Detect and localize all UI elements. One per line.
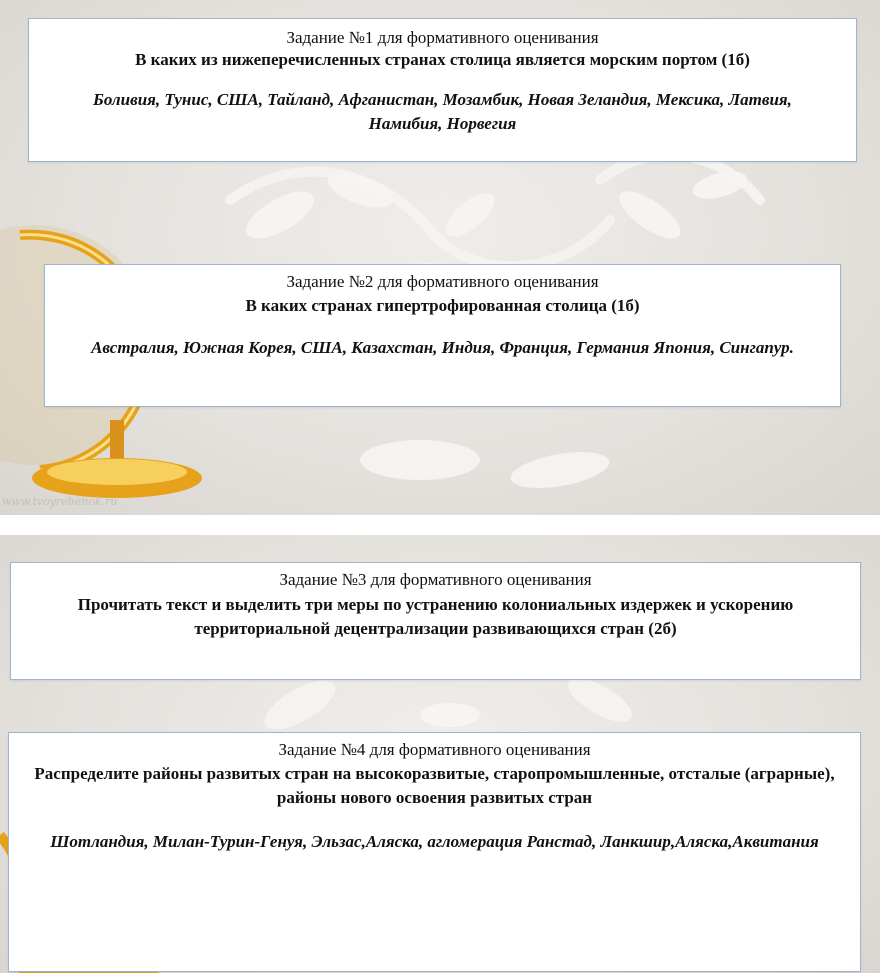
- task-1-card: [28, 18, 857, 162]
- task-4-card: [8, 732, 861, 972]
- task-3-question: Прочитать текст и выделить три меры по устранению колониальных издержек и ускорению территориальной децентрализации развивающихся стран (2б): [77, 595, 794, 638]
- task-2-card: [44, 264, 841, 407]
- task-3-title: Задание №3 для формативного оценивания: [279, 570, 592, 589]
- slide-2: [0, 535, 880, 973]
- task-2-title: Задание №2 для формативного оценивания: [286, 272, 599, 291]
- task-4-question: Распределите районы развитых стран на высокоразвитые, старопромышленные, отсталые (аграрные), районы нового освоения развитых стран: [34, 764, 835, 807]
- task-1-question: В каких из нижеперечисленных странах столица является морским портом (1б): [135, 50, 750, 69]
- task-1-answers: Боливия, Тунис, США, Тайланд, Афганистан, Мозамбик, Новая Зеландия, Мексика, Латвия, Намибия, Норвегия: [93, 90, 792, 133]
- task-4-answers: Шотландия, Милан-Турин-Генуя, Эльзас,Аляска, агломерация Ранстад, Ланкшир,Аляска,Аквитания: [50, 832, 819, 851]
- task-3-card: [10, 562, 861, 680]
- watermark: www.tvoyrebenok.ru: [2, 495, 118, 508]
- task-4-title: Задание №4 для формативного оценивания: [278, 740, 591, 759]
- task-1-title: Задание №1 для формативного оценивания: [286, 28, 599, 47]
- task-2-question: В каких странах гипертрофированная столица (1б): [245, 296, 640, 315]
- task-2-answers: Австралия, Южная Корея, США, Казахстан, Индия, Франция, Германия Япония, Сингапур.: [91, 338, 794, 357]
